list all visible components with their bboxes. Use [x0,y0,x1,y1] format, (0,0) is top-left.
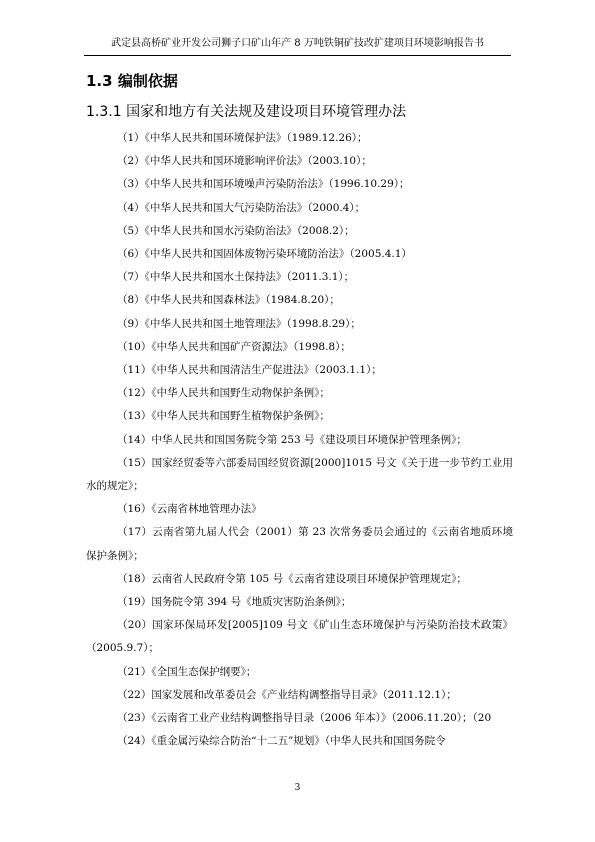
header-divider [84,55,511,56]
list-item: （10）《中华人民共和国矿产资源法》（1998.8）； [117,340,351,353]
list-item: （18）云南省人民政府令第 105 号《云南省建设项目环境保护管理规定》； [117,572,467,585]
list-item: （21）《全国生态保护纲要》； [117,665,257,678]
regulation-list [86,127,513,753]
list-item: （9）《中华人民共和国土地管理法》（1998.8.29）； [117,317,361,330]
list-item: （22）国家发展和改革委员会《产业结构调整指导目录》（2011.12.1）； [117,688,457,701]
list-item: （8）《中华人民共和国森林法》（1984.8.20）； [117,294,340,307]
list-item: （23）《云南省工业产业结构调整指导目录（2006 年本）》（2006.11.20）；（20 [117,712,492,725]
list-item: （20）国家环保局环发[2005]109 号文《矿山生态环境保护与污染防治技术政策》（2005.9.7）； [86,619,513,655]
list-item: （2）《中华人民共和国环境影响评价法》（2003.10）； [117,155,372,168]
section-title: 编制依据 [117,72,178,90]
list-item: （15）国家经贸委等六部委局国经贸资源[2000]1015 号文《关于进一步节约工业用水的规定》； [86,456,513,493]
subsection-title: 国家和地方有关法规及建设项目环境管理办法 [126,104,407,120]
list-item: （7）《中华人民共和国水土保持法》（2011.3.1）； [117,271,355,284]
list-item: （14）中华人民共和国国务院令第 253 号《建设项目环境保护管理条例》； [117,433,467,446]
list-item: （19）国务院令第 394 号《地质灾害防治条例》； [117,596,352,609]
list-item: （3）《中华人民共和国环境噪声污染防治法》（1996.10.29）； [117,178,410,191]
page-number: 3 [294,783,301,793]
list-item: （1）《中华人民共和国环境保护法》（1989.12.26）； [117,132,368,144]
list-item: （17）云南省第九届人代会（2001）第 23 次常务委员会通过的《云南省地质环境保护条例》； [86,526,513,562]
subsection-heading [86,101,406,123]
list-item: （5）《中华人民共和国水污染防治法》（2008.2）； [117,224,355,237]
list-item: （24）《重金属污染综合防治“十二五”规划》（中华人民共和国国务院令 [117,735,446,748]
section-heading [86,70,178,92]
list-item: （16）《云南省林地管理办法》 [117,503,262,516]
list-item: （12）《中华人民共和国野生动物保护条例》； [117,387,330,400]
list-item: （4）《中华人民共和国大气污染防治法》（2000.4）； [117,201,366,214]
subsection-number: 1.3.1 [86,104,122,120]
list-item: （13）《中华人民共和国野生植物保护条例》； [117,410,330,423]
running-header: 武定县高桥矿业开发公司狮子口矿山年产 8 万吨铁铜矿技改扩建项目环境影响报告书 [111,38,484,49]
list-item: （6）《中华人民共和国固体废物污染环境防治法》（2005.4.1） [117,248,412,261]
section-number: 1.3 [86,72,113,90]
list-item: （11）《中华人民共和国清洁生产促进法》（2003.1.1）； [117,364,382,377]
